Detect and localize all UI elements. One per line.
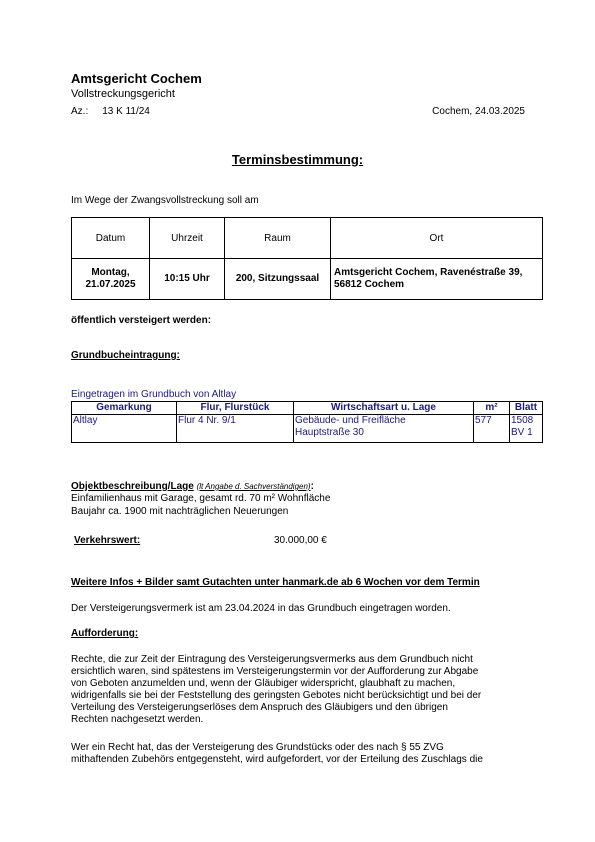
aufforderung-paragraph-2 xyxy=(71,742,541,766)
object-heading-text: Objektbeschreibung/Lage xyxy=(71,481,194,492)
cell-wirtschaftsart-line2: Hauptstraße 30 xyxy=(295,427,364,438)
market-value-label: Verkehrswert: xyxy=(74,535,141,546)
header-uhrzeit: Uhrzeit xyxy=(150,218,225,259)
object-description-line2: Baujahr ca. 1900 mit nachträglichen Neuerungen xyxy=(71,506,289,517)
info-link-text: Weitere Infos + Bilder samt Gutachten unter hanmark.de ab 6 Wochen vor dem Termin xyxy=(71,577,480,588)
paragraph-line: Verteilung des Versteigerungserlöses dem Anspruch des Gläubigers und den übrigen xyxy=(71,702,448,713)
market-value: 30.000,00 € xyxy=(274,535,327,546)
paragraph-line: Rechten nachgesetzt werden. xyxy=(71,714,204,725)
header-ort: Ort xyxy=(331,218,543,259)
paragraph-line: Rechte, die zur Zeit der Eintragung des Versteigerungsvermerks aus dem Grundbuch nicht xyxy=(71,654,473,665)
file-reference-number: 13 K 11/24 xyxy=(102,106,150,117)
appointment-value-row xyxy=(72,259,543,300)
cell-wirtschaftsart-line1: Gebäude- und Freifläche xyxy=(295,415,406,426)
appointment-date-value: 21.07.2025 xyxy=(85,279,136,290)
cell-wirtschaftsart xyxy=(294,415,474,443)
vermerk-text: Der Versteigerungsvermerk ist am 23.04.2024 in das Grundbuch eingetragen worden. xyxy=(71,603,451,614)
cell-m2: 577 xyxy=(474,415,510,443)
object-description-line1: Einfamilienhaus mit Garage, gesamt rd. 70 m² Wohnfläche xyxy=(71,493,331,504)
auction-text: öffentlich versteigert werden: xyxy=(71,315,212,326)
object-heading-note: (lt Angabe d. Sachverständigen) xyxy=(196,482,311,491)
header-blatt: Blatt xyxy=(510,402,543,415)
file-reference xyxy=(71,106,150,117)
grundbuch-header-row xyxy=(72,402,543,415)
cell-blatt-line1: 1508 xyxy=(511,415,534,426)
aufforderung-paragraph-1 xyxy=(71,654,541,726)
grundbuch-note: Eingetragen im Grundbuch von Altlay xyxy=(71,389,237,400)
appointment-date xyxy=(72,259,150,300)
object-heading xyxy=(71,481,314,493)
grundbuch-row xyxy=(72,415,543,443)
object-heading-colon: : xyxy=(310,481,314,492)
cell-blatt-line2: BV 1 xyxy=(511,427,533,438)
header-raum: Raum xyxy=(225,218,331,259)
intro-text: Im Wege der Zwangsvollstreckung soll am xyxy=(71,195,259,206)
appointment-weekday: Montag, xyxy=(91,267,130,278)
appointment-header-row xyxy=(72,218,543,259)
appointment-place-line1: Amtsgericht Cochem, Ravenéstraße 39, xyxy=(334,267,523,278)
court-department: Vollstreckungsgericht xyxy=(71,88,175,100)
paragraph-line: mithaftenden Zubehörs entgegensteht, wird aufgefordert, vor der Erteilung des Zuschlags die xyxy=(71,754,483,765)
header-wirtschaftsart: Wirtschaftsart u. Lage xyxy=(294,402,474,415)
appointment-table xyxy=(71,217,543,300)
appointment-room: 200, Sitzungssaal xyxy=(225,259,331,300)
file-reference-label: Az.: xyxy=(71,106,89,117)
cell-gemarkung: Altlay xyxy=(72,415,177,443)
place-date: Cochem, 24.03.2025 xyxy=(432,106,525,117)
header-flur: Flur, Flurstück xyxy=(177,402,294,415)
header-datum: Datum xyxy=(72,218,150,259)
appointment-place xyxy=(331,259,543,300)
aufforderung-heading: Aufforderung: xyxy=(71,628,139,639)
paragraph-line: von Geboten anzumelden und, wenn der Gläubiger widerspricht, glaubhaft zu machen, xyxy=(71,678,456,689)
header-m2: m² xyxy=(474,402,510,415)
header-gemarkung: Gemarkung xyxy=(72,402,177,415)
court-name: Amtsgericht Cochem xyxy=(71,71,202,86)
cell-flur: Flur 4 Nr. 9/1 xyxy=(177,415,294,443)
appointment-place-line2: 56812 Cochem xyxy=(334,279,405,290)
grundbuch-heading: Grundbucheintragung: xyxy=(71,350,180,361)
appointment-time: 10:15 Uhr xyxy=(150,259,225,300)
paragraph-line: ersichtlich waren, sind spätestens im Versteigerungstermin vor der Aufforderung zur Abgabe xyxy=(71,666,479,677)
paragraph-line: widrigenfalls sie bei der Feststellung des geringsten Gebotes nicht berücksichtigt und bei der xyxy=(71,690,482,701)
grundbuch-table xyxy=(71,401,543,443)
cell-blatt xyxy=(510,415,543,443)
paragraph-line: Wer ein Recht hat, das der Versteigerung des Grundstücks oder des nach § 55 ZVG xyxy=(71,742,444,753)
document-title: Terminsbestimmung: xyxy=(231,152,364,167)
